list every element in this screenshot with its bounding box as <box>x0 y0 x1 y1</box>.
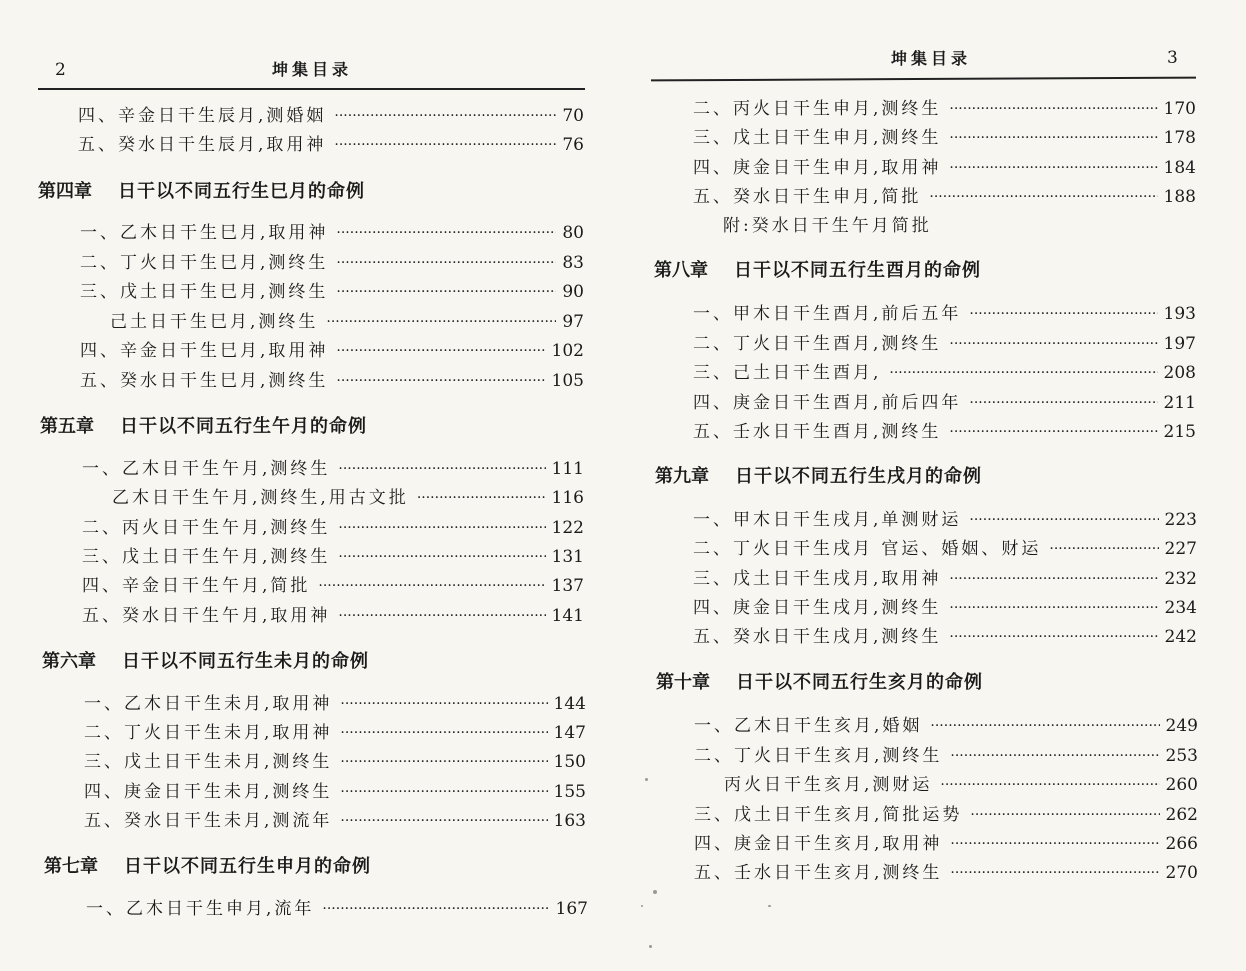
toc-entry-page: 141 <box>551 606 584 626</box>
right-page <box>623 0 1246 971</box>
toc-entry[interactable] <box>84 692 586 716</box>
toc-entry[interactable] <box>80 280 584 304</box>
toc-entry[interactable] <box>693 420 1196 444</box>
toc-entry[interactable] <box>693 567 1197 591</box>
toc-entry-page: 188 <box>1163 187 1196 207</box>
toc-entry-label: 一、乙木日干生巳月,取用神 <box>80 223 329 243</box>
toc-entry-label: 二、丙火日干生午月,测终生 <box>82 518 331 538</box>
toc-entry-label: 二、丙火日干生申月,测终生 <box>693 99 942 119</box>
dot-leader <box>340 780 547 804</box>
dot-leader <box>969 508 1158 532</box>
toc-entry[interactable] <box>693 332 1196 356</box>
scan-speck <box>641 905 643 907</box>
toc-entry[interactable] <box>80 369 584 393</box>
toc-entry[interactable] <box>84 750 586 774</box>
chapter-heading[interactable] <box>655 464 982 490</box>
chapter-title: 日干以不同五行生酉月的命例 <box>734 260 981 281</box>
dot-leader <box>1049 537 1158 561</box>
toc-entry-label: 丙火日干生亥月,测财运 <box>724 775 933 795</box>
toc-entry[interactable] <box>80 251 584 275</box>
dot-leader <box>338 516 545 540</box>
toc-entry-page: 266 <box>1165 834 1198 854</box>
toc-entry[interactable] <box>82 604 584 628</box>
toc-entry[interactable] <box>80 339 584 363</box>
chapter-heading[interactable] <box>44 854 371 880</box>
toc-entry[interactable] <box>694 714 1198 738</box>
dot-leader <box>949 625 1158 649</box>
toc-entry[interactable] <box>693 302 1196 326</box>
toc-entry-label: 四、庚金日干生戌月,测终生 <box>693 598 942 618</box>
toc-entry-page: 102 <box>551 341 584 361</box>
toc-entry-page: 262 <box>1165 805 1198 825</box>
toc-entry-label: 三、戊土日干生午月,测终生 <box>82 547 331 567</box>
toc-entry-label: 三、戊土日干生戌月,取用神 <box>693 569 942 589</box>
chapter-heading[interactable] <box>38 179 365 205</box>
dot-leader <box>929 185 1157 209</box>
toc-entry[interactable] <box>693 537 1197 561</box>
dot-leader <box>889 361 1157 385</box>
toc-entry[interactable] <box>84 721 586 745</box>
dot-leader <box>970 803 1159 827</box>
toc-entry[interactable] <box>724 773 1198 797</box>
toc-entry-page: 215 <box>1163 422 1196 442</box>
toc-entry[interactable] <box>694 803 1198 827</box>
toc-entry-page: 270 <box>1165 863 1198 883</box>
toc-entry-label: 二、丁火日干生巳月,测终生 <box>80 253 329 273</box>
toc-entry-label: 二、丁火日干生亥月,测终生 <box>694 746 943 766</box>
right-page-header: 坤集目录 <box>891 49 972 68</box>
toc-entry-label: 五、癸水日干生午月,取用神 <box>82 606 331 626</box>
dot-leader <box>334 104 556 128</box>
dot-leader <box>950 744 1159 768</box>
toc-entry[interactable] <box>694 861 1198 885</box>
toc-entry[interactable] <box>694 744 1198 768</box>
toc-entry-page: 83 <box>562 253 584 273</box>
toc-entry-page: 70 <box>562 106 584 126</box>
left-page-number: 2 <box>55 60 66 80</box>
toc-entry-page: 76 <box>562 135 584 155</box>
toc-entry[interactable] <box>110 310 584 334</box>
toc-entry-label: 四、庚金日干生未月,测终生 <box>84 782 333 802</box>
chapter-heading[interactable] <box>42 649 369 675</box>
right-page-number: 3 <box>1167 48 1178 68</box>
dot-leader <box>334 133 556 157</box>
dot-leader <box>338 545 545 569</box>
toc-entry[interactable] <box>82 457 584 481</box>
toc-entry[interactable] <box>82 574 584 598</box>
toc-entry-page: 122 <box>551 518 584 538</box>
toc-entry-label: 三、戊土日干生巳月,测终生 <box>80 282 329 302</box>
toc-entry-label: 一、乙木日干生未月,取用神 <box>84 694 333 714</box>
toc-entry-page: 116 <box>551 488 584 508</box>
toc-entry-label: 四、辛金日干生辰月,测婚姻 <box>78 106 327 126</box>
toc-entry-label: 四、庚金日干生亥月,取用神 <box>694 834 943 854</box>
toc-entry-page: 80 <box>562 223 584 243</box>
dot-leader <box>336 251 556 275</box>
toc-entry[interactable] <box>693 126 1196 150</box>
chapter-heading[interactable] <box>656 670 983 696</box>
chapter-title: 日干以不同五行生戌月的命例 <box>735 466 982 487</box>
toc-entry-page: 227 <box>1164 539 1197 559</box>
toc-entry-label: 乙木日干生午月,测终生,用古文批 <box>112 488 409 508</box>
chapter-number: 第十章 <box>656 672 710 693</box>
toc-entry[interactable] <box>693 508 1197 532</box>
toc-entry-label: 四、辛金日干生巳月,取用神 <box>80 341 329 361</box>
toc-entry-label: 三、戊土日干生亥月,简批运势 <box>694 805 963 825</box>
toc-entry[interactable] <box>78 133 584 157</box>
dot-leader <box>950 861 1159 885</box>
scan-speck <box>653 890 657 894</box>
chapter-number: 第八章 <box>654 260 708 281</box>
toc-entry-page: 193 <box>1163 304 1196 324</box>
dot-leader <box>940 773 1159 797</box>
toc-entry-label: 二、丁火日干生酉月,测终生 <box>693 334 942 354</box>
toc-entry-page: 90 <box>562 282 584 302</box>
dot-leader <box>340 809 547 833</box>
chapter-title: 日干以不同五行生申月的命例 <box>124 856 371 877</box>
dot-leader <box>336 339 545 363</box>
dot-leader <box>417 486 546 510</box>
dot-leader <box>949 156 1157 180</box>
toc-entry[interactable] <box>693 625 1197 649</box>
dot-leader <box>950 832 1159 856</box>
toc-entry[interactable] <box>84 809 586 833</box>
toc-entry-label: 五、癸水日干生申月,简批 <box>693 187 922 207</box>
dot-leader <box>338 604 545 628</box>
toc-entry-label: 附:癸水日干生午月简批 <box>723 216 932 236</box>
dot-leader <box>949 567 1158 591</box>
toc-entry-page: 167 <box>555 899 588 919</box>
toc-entry-label: 一、乙木日干生午月,测终生 <box>82 459 331 479</box>
toc-entry-page: 137 <box>551 576 584 596</box>
toc-entry[interactable] <box>694 832 1198 856</box>
toc-entry-page: 105 <box>551 371 584 391</box>
toc-entry[interactable] <box>84 780 586 804</box>
dot-leader <box>949 126 1157 150</box>
dot-leader <box>340 692 547 716</box>
dot-leader <box>338 457 545 481</box>
dot-leader <box>318 574 545 598</box>
toc-entry[interactable] <box>693 156 1196 180</box>
toc-entry-label: 四、辛金日干生午月,简批 <box>82 576 311 596</box>
toc-entry-page: 223 <box>1164 510 1197 530</box>
dot-leader <box>340 750 547 774</box>
toc-entry-page: 163 <box>553 811 586 831</box>
toc-entry-label: 一、甲木日干生戌月,单测财运 <box>693 510 962 530</box>
toc-entry[interactable] <box>82 545 584 569</box>
toc-entry-page: 242 <box>1164 627 1197 647</box>
right-toc <box>623 0 1246 971</box>
dot-leader <box>326 310 556 334</box>
dot-leader <box>949 332 1157 356</box>
scan-speck <box>649 945 652 948</box>
toc-entry-page: 131 <box>551 547 584 567</box>
toc-entry[interactable] <box>78 104 584 128</box>
toc-entry-page: 211 <box>1163 393 1196 413</box>
toc-entry-label: 五、壬水日干生酉月,测终生 <box>693 422 942 442</box>
toc-entry-page: 147 <box>553 723 586 743</box>
toc-entry[interactable] <box>693 361 1196 385</box>
toc-entry-label: 一、甲木日干生酉月,前后五年 <box>693 304 962 324</box>
chapter-number: 第六章 <box>42 651 96 672</box>
dot-leader <box>949 596 1158 620</box>
dot-leader <box>949 97 1157 121</box>
toc-entry-page: 178 <box>1163 128 1196 148</box>
toc-entry[interactable] <box>723 214 1196 238</box>
toc-entry-page: 232 <box>1164 569 1197 589</box>
chapter-heading[interactable] <box>40 414 367 440</box>
toc-entry-label: 五、壬水日干生亥月,测终生 <box>694 863 943 883</box>
toc-entry-page: 234 <box>1164 598 1197 618</box>
chapter-number: 第四章 <box>38 181 92 202</box>
toc-entry-label: 五、癸水日干生巳月,测终生 <box>80 371 329 391</box>
toc-entry-label: 五、癸水日干生戌月,测终生 <box>693 627 942 647</box>
scan-speck <box>768 905 771 907</box>
chapter-number: 第七章 <box>44 856 98 877</box>
dot-leader <box>969 391 1157 415</box>
toc-entry[interactable] <box>80 221 584 245</box>
toc-entry[interactable] <box>693 185 1196 209</box>
dot-leader <box>336 369 545 393</box>
dot-leader <box>336 280 556 304</box>
toc-entry-label: 一、乙木日干生亥月,婚姻 <box>694 716 923 736</box>
toc-entry-label: 己土日干生巳月,测终生 <box>110 312 319 332</box>
toc-entry-page: 184 <box>1163 158 1196 178</box>
toc-entry-page: 144 <box>553 694 586 714</box>
dot-leader <box>336 221 556 245</box>
toc-entry-page: 111 <box>551 459 584 479</box>
toc-entry-label: 五、癸水日干生未月,测流年 <box>84 811 333 831</box>
toc-entry-page: 155 <box>553 782 586 802</box>
toc-entry-page: 150 <box>553 752 586 772</box>
chapter-title: 日干以不同五行生亥月的命例 <box>736 672 983 693</box>
toc-entry[interactable] <box>82 516 584 540</box>
left-page-header: 坤集目录 <box>272 60 353 79</box>
toc-entry[interactable] <box>86 897 588 921</box>
toc-entry-label: 五、癸水日干生辰月,取用神 <box>78 135 327 155</box>
toc-entry-page: 197 <box>1163 334 1196 354</box>
toc-entry-label: 二、丁火日干生未月,取用神 <box>84 723 333 743</box>
toc-entry[interactable] <box>693 97 1196 121</box>
toc-entry-page: 170 <box>1163 99 1196 119</box>
toc-entry-page: 97 <box>562 312 584 332</box>
toc-entry[interactable] <box>693 391 1196 415</box>
toc-entry[interactable] <box>112 486 584 510</box>
toc-entry-page: 208 <box>1163 363 1196 383</box>
toc-entry[interactable] <box>693 596 1197 620</box>
toc-entry-label: 二、丁火日干生戌月 官运、婚姻、财运 <box>693 539 1042 559</box>
dot-leader <box>340 721 547 745</box>
dot-leader <box>969 302 1157 326</box>
toc-entry-label: 三、戊土日干生申月,测终生 <box>693 128 942 148</box>
toc-entry-label: 四、庚金日干生酉月,前后四年 <box>693 393 962 413</box>
toc-entry-page: 249 <box>1165 716 1198 736</box>
dot-leader <box>322 897 549 921</box>
chapter-title: 日干以不同五行生午月的命例 <box>120 416 367 437</box>
toc-entry-label: 三、己土日干生酉月, <box>693 363 882 383</box>
scan-speck <box>645 778 648 781</box>
chapter-title: 日干以不同五行生巳月的命例 <box>118 181 365 202</box>
toc-entry-page: 253 <box>1165 746 1198 766</box>
chapter-heading[interactable] <box>654 258 981 284</box>
toc-entry-page: 260 <box>1165 775 1198 795</box>
dot-leader <box>949 420 1157 444</box>
toc-entry-label: 三、戊土日干生未月,测终生 <box>84 752 333 772</box>
toc-entry-label: 四、庚金日干生申月,取用神 <box>693 158 942 178</box>
chapter-title: 日干以不同五行生未月的命例 <box>122 651 369 672</box>
chapter-number: 第九章 <box>655 466 709 487</box>
toc-entry-label: 一、乙木日干生申月,流年 <box>86 899 315 919</box>
chapter-number: 第五章 <box>40 416 94 437</box>
dot-leader <box>930 714 1159 738</box>
